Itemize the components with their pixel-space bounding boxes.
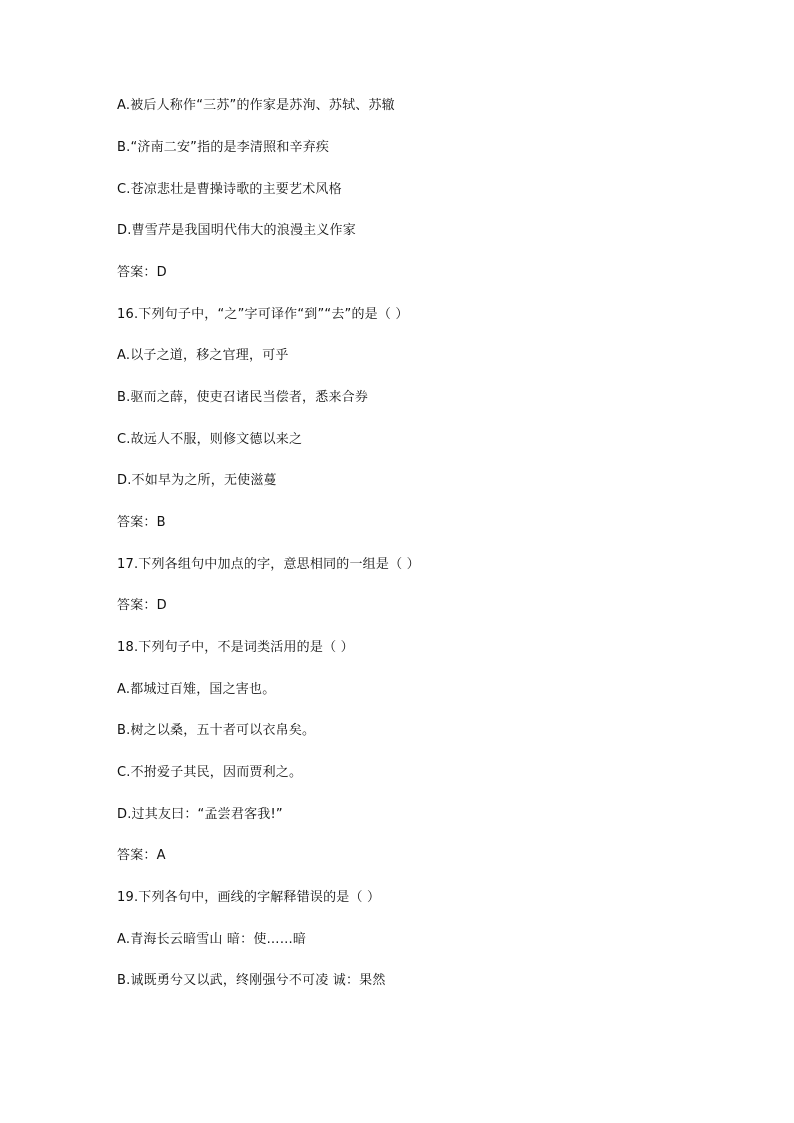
q18-option-b: B.树之以桑，五十者可以衣帛矣。 — [117, 723, 316, 738]
question-18: 18.下列句子中，不是词类活用的是（ ） — [117, 640, 354, 655]
question-19: 19.下列各句中，画线的字解释错误的是（ ） — [117, 890, 381, 905]
question-16: 16.下列句子中，“之”字可译作“到”“去”的是（ ） — [117, 307, 409, 322]
option-a-line: A.被后人称作“三苏”的作家是苏洵、苏轼、苏辙 — [117, 98, 395, 113]
q19-option-b: B.诚既勇兮又以武，终刚强兮不可凌 诚：果然 — [117, 973, 386, 988]
q16-option-c: C.故远人不服，则修文德以来之 — [117, 432, 303, 447]
q17-answer: 答案：D — [117, 598, 167, 613]
q18-option-d: D.过其友曰：“孟尝君客我!” — [117, 807, 283, 822]
option-c-line: C.苍凉悲壮是曹操诗歌的主要艺术风格 — [117, 182, 342, 197]
q18-option-c: C.不拊爱子其民，因而贾利之。 — [117, 765, 303, 780]
answer-line: 答案：D — [117, 265, 167, 280]
q18-option-a: A.都城过百雉，国之害也。 — [117, 682, 276, 697]
q18-answer: 答案：A — [117, 848, 166, 863]
question-17: 17.下列各组句中加点的字，意思相同的一组是（ ） — [117, 557, 420, 572]
option-d-line: D.曹雪芹是我国明代伟大的浪漫主义作家 — [117, 223, 356, 238]
q16-option-d: D.不如早为之所，无使滋蔓 — [117, 473, 277, 488]
q19-option-a: A.青海长云暗雪山 暗：使……暗 — [117, 932, 307, 947]
q16-answer: 答案：B — [117, 515, 166, 530]
option-b-line: B.“济南二安”指的是李清照和辛弃疾 — [117, 140, 330, 155]
q16-option-a: A.以子之道，移之官理，可乎 — [117, 348, 289, 363]
q16-option-b: B.驱而之薛，使吏召诸民当偿者，悉来合券 — [117, 390, 369, 405]
